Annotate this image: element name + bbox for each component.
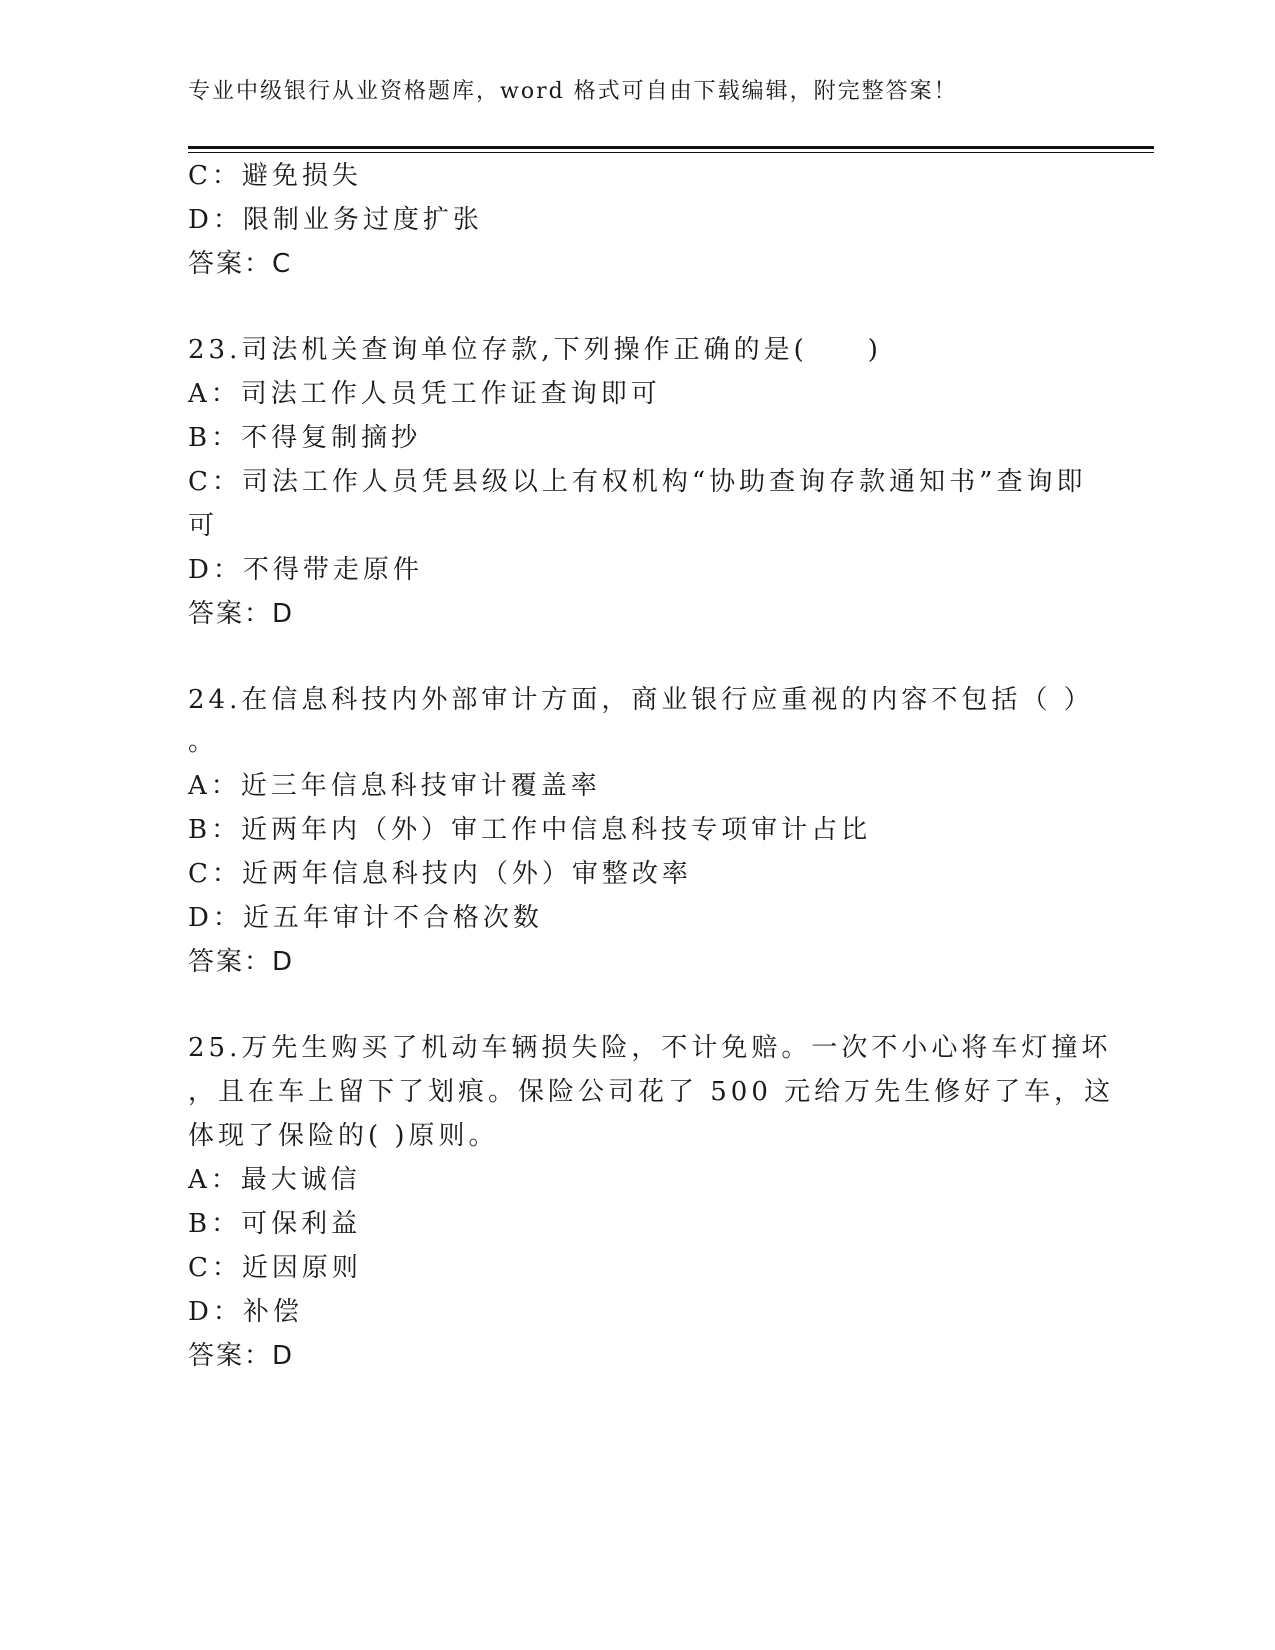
header-divider-thin xyxy=(188,152,1154,153)
q25-option-b: B：可保利益 xyxy=(188,1209,362,1239)
page-header: 专业中级银行从业资格题库，word 格式可自由下载编辑，附完整答案！ xyxy=(188,79,958,104)
q23-option-c-line2: 可 xyxy=(188,511,219,541)
q23-option-b: B：不得复制摘抄 xyxy=(188,423,422,453)
q24-option-c: C：近两年信息科技内（外）审整改率 xyxy=(188,859,692,889)
q23-answer: 答案：D xyxy=(188,599,295,629)
q24-stem-line1: 24.在信息科技内外部审计方面，商业银行应重视的内容不包括（ ） xyxy=(188,685,1094,715)
q25-option-a: A：最大诚信 xyxy=(188,1165,361,1195)
prev-option-d: D：限制业务过度扩张 xyxy=(188,205,483,235)
q24-option-b: B：近两年内（外）审工作中信息科技专项审计占比 xyxy=(188,815,872,845)
q25-option-d: D：补偿 xyxy=(188,1297,303,1327)
q23-option-d: D：不得带走原件 xyxy=(188,555,423,585)
q24-option-d: D：近五年审计不合格次数 xyxy=(188,903,543,933)
q25-option-c: C：近因原则 xyxy=(188,1253,362,1283)
prev-answer: 答案：C xyxy=(188,249,293,279)
q24-stem-line2: 。 xyxy=(188,727,219,757)
q24-answer: 答案：D xyxy=(188,947,295,977)
q25-stem-line1: 25.万先生购买了机动车辆损失险，不计免赔。一次不小心将车灯撞坏 xyxy=(188,1033,1112,1063)
q23-option-a: A：司法工作人员凭工作证查询即可 xyxy=(188,379,661,409)
header-divider-thick xyxy=(188,146,1154,149)
q23-option-c-line1: C：司法工作人员凭县级以上有权机构“协助查询存款通知书”查询即 xyxy=(188,467,1087,497)
q25-stem-line3: 体现了保险的( )原则。 xyxy=(188,1121,499,1151)
q25-answer: 答案：D xyxy=(188,1341,295,1371)
q23-stem: 23.司法机关查询单位存款,下列操作正确的是( ) xyxy=(188,335,882,365)
prev-option-c: C：避免损失 xyxy=(188,161,362,191)
q24-option-a: A：近三年信息科技审计覆盖率 xyxy=(188,771,601,801)
q25-stem-line2: ，且在车上留下了划痕。保险公司花了 500 元给万先生修好了车，这 xyxy=(188,1077,1115,1107)
